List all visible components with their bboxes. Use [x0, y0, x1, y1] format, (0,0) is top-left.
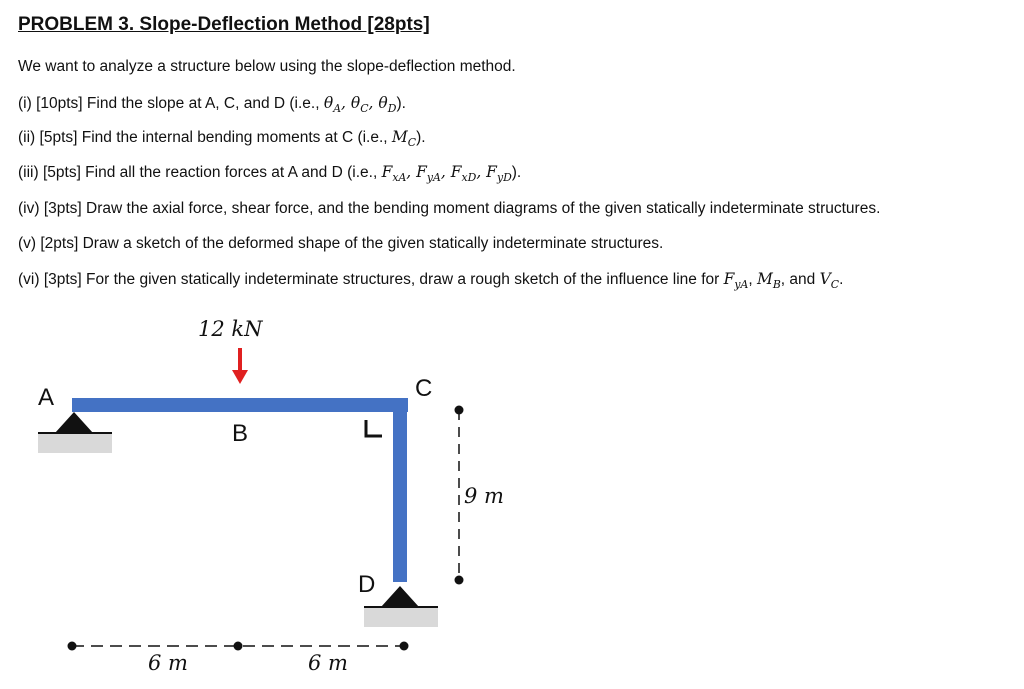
horizontal-beam	[72, 398, 408, 412]
label-d: D	[358, 571, 376, 598]
question-1: (i) [10pts] Find the slope at A, C, and D (i.e., $\theta_A$, $\theta_C$, $\theta_D$).	[18, 94, 406, 116]
load-label: 12 kN	[198, 317, 263, 341]
question-5: (v) [2pts] Draw a sketch of the deformed shape of the given statically indeterminate structures.	[18, 235, 664, 252]
vertical-column	[393, 398, 407, 582]
label-a: A	[38, 384, 55, 411]
span-dimension	[68, 642, 409, 651]
problem-title: PROBLEM 3. Slope-Deflection Method [28pts]	[18, 14, 430, 35]
intro-text: We want to analyze a structure below using the slope-deflection method.	[18, 58, 516, 75]
height-dimension-label: 9 m	[464, 484, 504, 508]
span-left-label: 6 m	[148, 651, 188, 675]
load-arrow	[232, 348, 248, 384]
label-b: B	[232, 420, 249, 447]
question-6: (vi) [3pts] For the given statically indeterminate structures, draw a rough sketch of the influence line for $F_{yA}$, $M_B$, and $V_C$.	[18, 270, 844, 292]
label-c: C	[415, 375, 433, 402]
question-4: (iv) [3pts] Draw the axial force, shear force, and the bending moment diagrams of the given statically indeterminate structures.	[18, 200, 881, 217]
question-3: (iii) [5pts] Find all the reaction forces at A and D (i.e., $F_{xA}$, $F_{yA}$, $F_{xD}$, $F_{yD}$).	[18, 163, 522, 185]
question-2: (ii) [5pts] Find the internal bending moments at C (i.e., $M_C$).	[18, 128, 426, 150]
rigid-joint-mark	[366, 420, 382, 436]
height-dimension	[455, 406, 464, 585]
pin-support-a	[38, 412, 112, 453]
span-right-label: 6 m	[308, 651, 348, 675]
